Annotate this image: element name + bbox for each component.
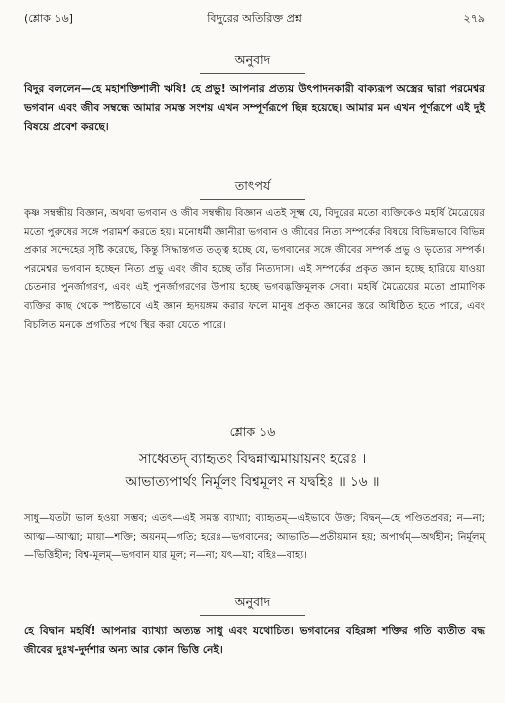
translation-title-rule [200, 73, 305, 74]
running-header [24, 10, 485, 30]
verse-line-2: আভাত্যপার্থং নির্মূলং বিশ্বমূলং ন যদ্বহিঃ ॥ ১৬ ॥ [125, 474, 380, 490]
verse-line-1: সাধ্বেতদ্ ব্যাহৃতং বিদ্বন্নাত্মমায়ায়নং হরেঃ । [138, 451, 367, 467]
purport-text: কৃষ্ণ সম্বন্ধীয় বিজ্ঞান, অথবা ভগবান ও জীব সম্বন্ধীয় বিজ্ঞান এতই সূক্ষ্ম যে, বিদুরের মতো ব্যক্তিকেও মহর্ষি মৈত্রেয়ের মতো পুরুষের সঙ্গে পরামর্শ করতে হয়। মনোধর্মী জ্ঞানীরা ভগবান ও জীবের নিত্য সম্পর্কের বিষয়ে বিভিন্নভাবে বিভিন্ন প্রকার সন্দেহের সৃষ্টি করেছে, কিন্তু সিদ্ধান্তগত তত্ত্ব হচ্ছে যে, ভগবানের সঙ্গে জীবের সম্পর্ক প্রভু ও ভৃত্যের সম্পর্ক। পরমেশ্বর ভগবান হচ্ছেন নিত্য প্রভু এবং জীব হচ্ছে তাঁর নিত্যদাস। এই সম্পর্কের প্রকৃত জ্ঞান হচ্ছে হারিয়ে যাওয়া চেতনার পুনর্জাগরণ, এবং এই পুনর্জাগরণের উপায় হচ্ছে ভগবদ্ভক্তিমূলক সেবা। মহর্ষি মৈত্রেয়ের মতো প্রামাণিক ব্যক্তির কাছ থেকে স্পষ্টভাবে এই জ্ঞান হৃদয়ঙ্গম করার ফলে মানুষ প্রকৃত জ্ঞানের স্তরে অধিষ্ঠিত হতে পারে, এবং বিচলিত মনকে প্রগতির পথে স্থির করা যেতে পারে। [24, 208, 485, 331]
purport-title-rule [200, 199, 305, 200]
header-page-number: ২৭৯ [463, 12, 485, 25]
purport-title: তাৎপর্য [234, 178, 271, 193]
header-chapter-title: বিদুরের অতিরিক্ত প্রশ্ন [207, 12, 302, 25]
verse-number-title: শ্লোক ১৬ [229, 424, 276, 439]
translation2-title-rule [200, 615, 305, 616]
header-verse-ref: (শ্লোক ১৬] [24, 12, 73, 25]
translation-title: অনুবাদ [234, 52, 271, 67]
translation2-text: হে বিদ্বান মহর্ষি! আপনার ব্যাখ্যা অত্যন্ত সাধু এবং যথোচিত। ভগবানের বহিরঙ্গা শক্তির গতি ব্যতীত বদ্ধ জীবের দুঃখ-দুর্দশার অন্য আর কোন ভিত্তি নেই। [24, 625, 485, 656]
synonyms-text: সাধু—যতটা ভাল হওয়া সম্ভব; এতৎ—এই সমস্ত ব্যাখ্যা; ব্যাহৃতম্—এইভাবে উক্ত; বিদ্বন্—হে পণ্ডিতপ্রবর; ন—না; আত্ম—আত্মা; মায়া—শক্তি; অয়নম্—গতি; হরেঃ—ভগবানের; আভাতি—প্রতীয়মান হয়; অপার্থম্—অর্থহীন; নির্মূলম্—ভিত্তিহীন; বিশ্ব-মূলম্—ভগবান যার মূল; ন—না; যৎ—যা; বহিঃ—বাহ্য। [24, 513, 485, 562]
translation2-title: অনুবাদ [234, 594, 271, 609]
translation-text: বিদুর বললেন—হে মহাশক্তিশালী ঋষি! হে প্রভু! আপনার প্রত্যয় উৎপাদনকারী বাক্যরূপ অস্ত্রের দ্বারা পরমেশ্বর ভগবান এবং জীব সম্বন্ধে আমার সমস্ত সংশয় এখন সম্পূর্ণরূপে ছিন্ন হয়েছে। আমার মন এখন পূর্ণরূপে এই দুই বিষয়ে প্রবেশ করছে। [24, 83, 485, 133]
